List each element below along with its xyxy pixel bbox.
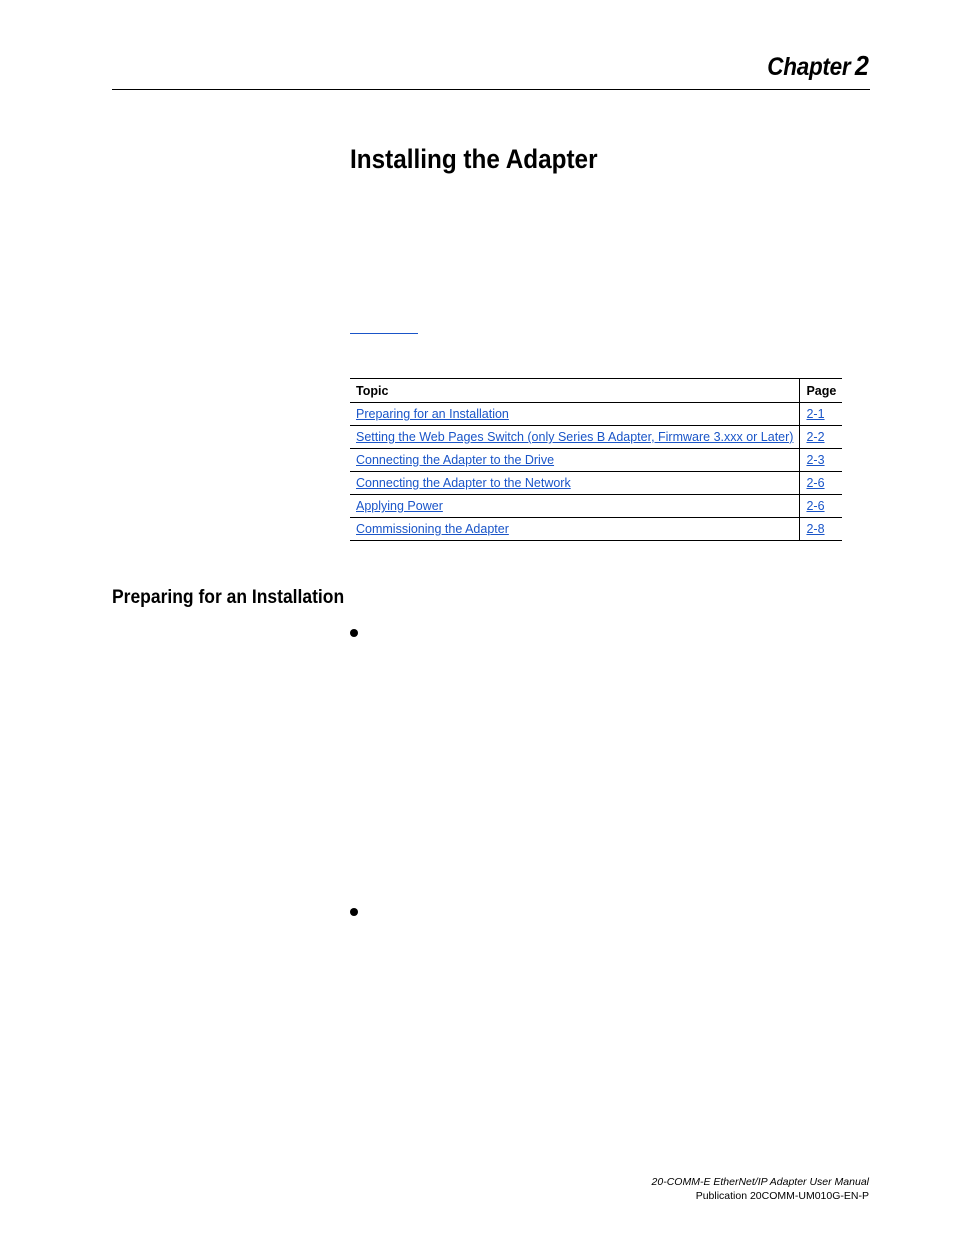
page-cell xyxy=(800,518,842,541)
chapter-number: 2 xyxy=(855,50,869,81)
page-footer xyxy=(652,1175,869,1203)
page-link[interactable]: 2-3 xyxy=(806,453,825,467)
topic-cell xyxy=(350,403,800,426)
page-link[interactable]: 2-2 xyxy=(806,430,825,444)
topic-link[interactable]: Commissioning the Adapter xyxy=(356,522,509,536)
table-row xyxy=(350,449,842,472)
topic-link[interactable]: Applying Power xyxy=(356,499,443,513)
topic-link[interactable]: Setting the Web Pages Switch (only Series B Adapter, Firmware 3.xxx or Later) xyxy=(356,430,794,444)
page-link[interactable]: 2-1 xyxy=(806,407,825,421)
topic-column-header: Topic xyxy=(350,379,800,403)
footer-publication: Publication 20COMM-UM010G-EN-P xyxy=(695,1190,869,1202)
page-title: Installing the Adapter xyxy=(350,144,598,174)
page-cell xyxy=(800,495,842,518)
topic-cell xyxy=(350,426,800,449)
topic-link[interactable]: Preparing for an Installation xyxy=(356,407,509,421)
footer-manual-title: 20-COMM-E EtherNet/IP Adapter User Manual xyxy=(651,1176,869,1188)
chapter-heading xyxy=(768,50,869,82)
topic-cell xyxy=(350,495,800,518)
empty-link-underline[interactable] xyxy=(350,333,418,334)
page-cell xyxy=(800,472,842,495)
topic-cell xyxy=(350,518,800,541)
topic-link[interactable]: Connecting the Adapter to the Network xyxy=(356,476,571,490)
topic-link[interactable]: Connecting the Adapter to the Drive xyxy=(356,453,555,467)
bullet-point xyxy=(350,629,358,637)
page-link[interactable]: 2-6 xyxy=(806,499,825,513)
page-cell xyxy=(800,426,842,449)
page-link[interactable]: 2-8 xyxy=(806,522,825,536)
section-heading: Preparing for an Installation xyxy=(112,587,345,608)
header-rule xyxy=(112,89,870,90)
topic-cell xyxy=(350,449,800,472)
page-cell xyxy=(800,449,842,472)
bullet-point xyxy=(350,908,358,916)
page-column-header: Page xyxy=(800,379,842,403)
page-cell xyxy=(800,403,842,426)
table-row xyxy=(350,495,842,518)
topic-table xyxy=(350,378,842,541)
topic-table-header-row xyxy=(350,379,842,403)
chapter-label: Chapter xyxy=(767,53,851,81)
table-row xyxy=(350,403,842,426)
table-row xyxy=(350,518,842,541)
table-row xyxy=(350,426,842,449)
topic-cell xyxy=(350,472,800,495)
table-row xyxy=(350,472,842,495)
page-link[interactable]: 2-6 xyxy=(806,476,825,490)
